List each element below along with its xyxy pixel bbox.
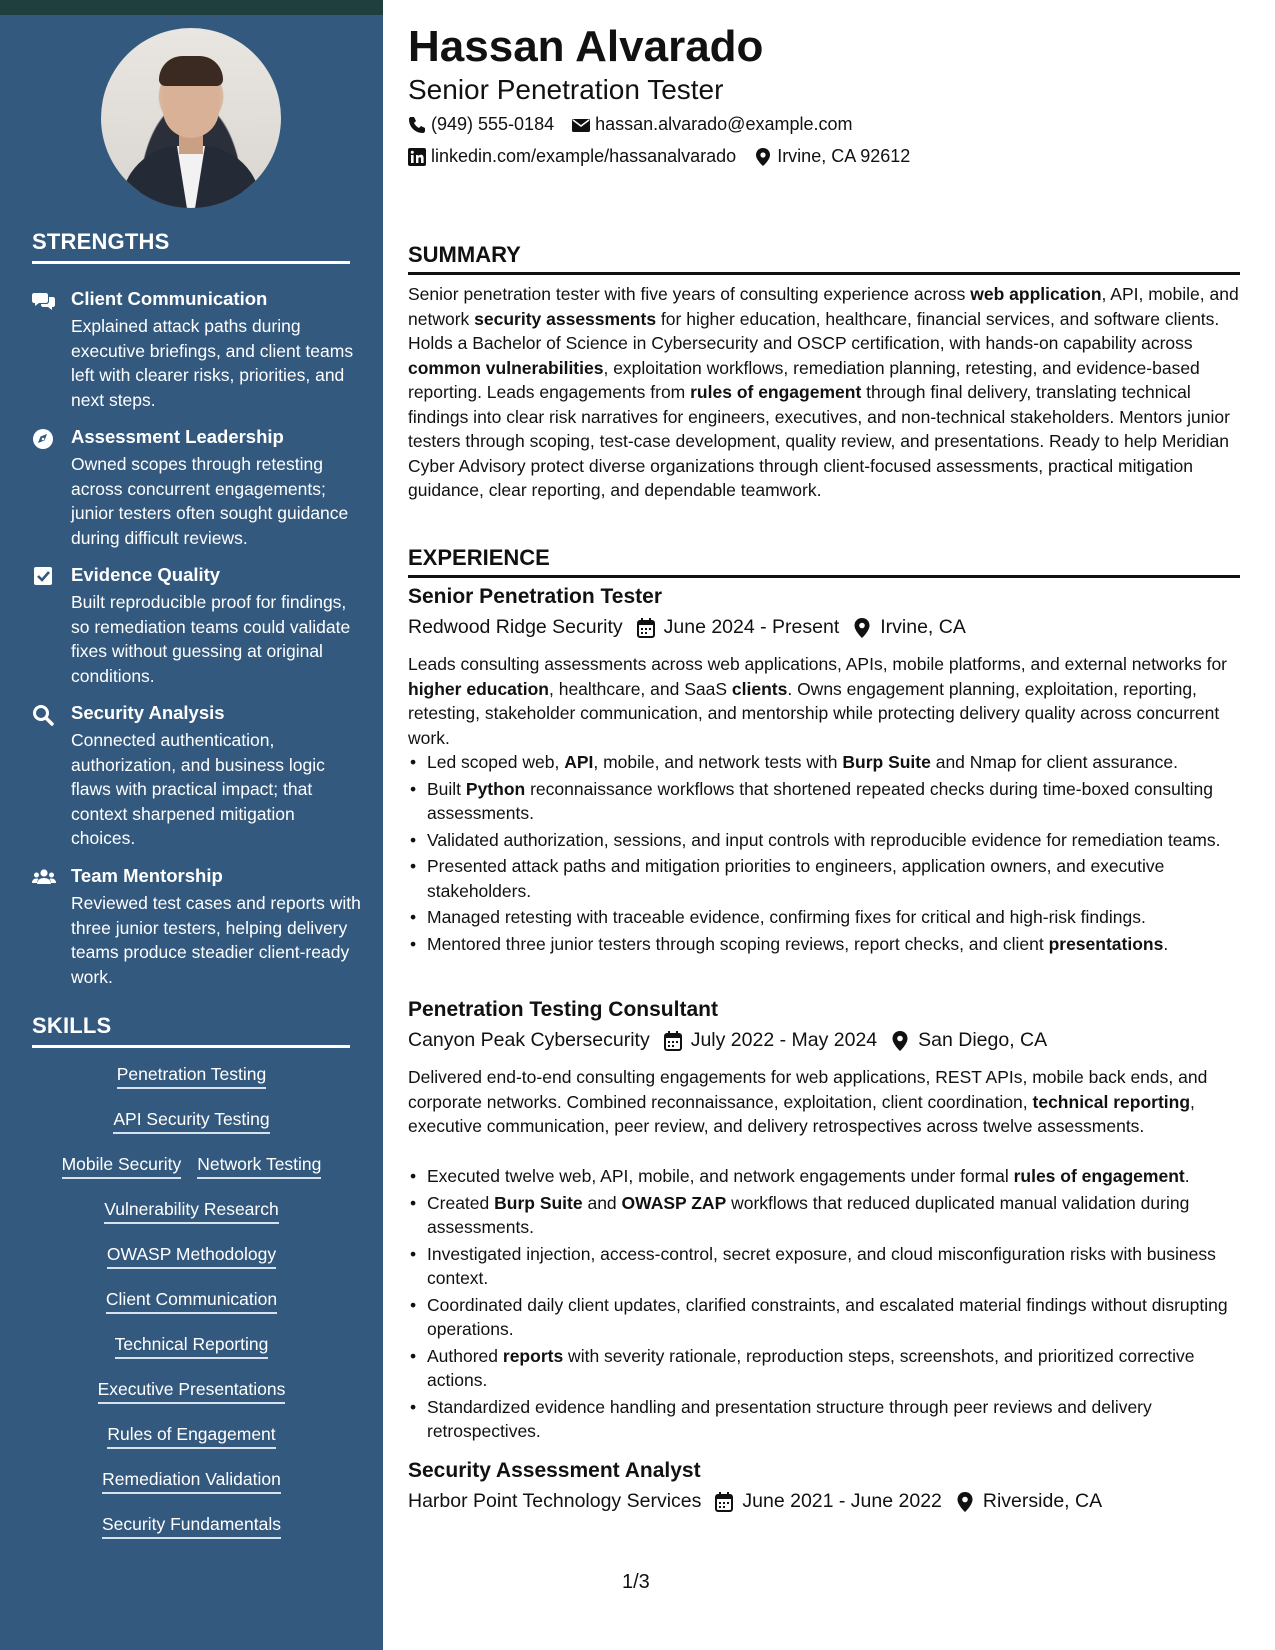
- strength-title: Security Analysis: [71, 702, 225, 723]
- skill-tag-row: [0, 1154, 383, 1179]
- job-bullets: [408, 750, 1240, 958]
- list-item: • Coordinated daily client updates, clarified constraints, and escalated material findings without disrupting operations.: [408, 1293, 1240, 1342]
- location-pin-icon: [853, 618, 871, 638]
- list-item: • Standardized evidence handling and presentation structure through peer reviews and delivery retrospectives.: [408, 1395, 1240, 1444]
- phone-icon: [408, 116, 426, 134]
- strength-description: Explained attack paths during executive briefings, and client teams left with clearer risks, priorities, and next steps.: [71, 316, 354, 410]
- profile-photo: [101, 28, 281, 208]
- linkedin-link[interactable]: linkedin.com/example/hassanalvarado: [431, 146, 737, 166]
- users-icon: [32, 867, 56, 889]
- phone-number[interactable]: (949) 555-0184: [431, 114, 555, 134]
- job-dates: June 2021 - June 2022: [742, 1490, 942, 1512]
- compass-icon: [32, 428, 56, 450]
- company-name: Canyon Peak Cybersecurity: [408, 1029, 650, 1051]
- calendar-icon: [637, 618, 655, 638]
- job-title: Penetration Testing Consultant: [408, 998, 718, 1021]
- calendar-icon: [715, 1492, 733, 1512]
- job-meta: [408, 1029, 1047, 1052]
- skill-tag: Mobile Security: [62, 1154, 182, 1179]
- location-pin-icon: [754, 148, 772, 166]
- list-item: • Validated authorization, sessions, and input controls with reproducible evidence for remediation teams.: [408, 828, 1240, 853]
- location-pin-icon: [891, 1031, 909, 1051]
- chat-bubbles-icon: [32, 290, 56, 312]
- candidate-name: Hassan Alvarado: [408, 22, 764, 71]
- job-bullets: [408, 1164, 1240, 1446]
- strengths-heading: STRENGTHS: [32, 229, 350, 264]
- skill-tag: Rules of Engagement: [0, 1424, 383, 1449]
- list-item: • Investigated injection, access-control, secret exposure, and cloud misconfiguration risks with business context.: [408, 1242, 1240, 1291]
- contact-row-2: [408, 146, 910, 167]
- strength-title: Team Mentorship: [71, 865, 223, 886]
- sidebar: [0, 0, 383, 1650]
- candidate-title: Senior Penetration Tester: [408, 74, 724, 105]
- skill-tag: Client Communication: [0, 1289, 383, 1314]
- skill-tag: Remediation Validation: [0, 1469, 383, 1494]
- job-description: Delivered end-to-end consulting engagements for web applications, REST APIs, mobile back ends, and corporate networks. Combined reconnaissance, exploitation, client coordination, technical reporting, executive communication, peer review, and delivery retrospectives across twelve assessments.: [408, 1067, 1208, 1136]
- summary-heading: SUMMARY: [408, 242, 1240, 275]
- company-name: Redwood Ridge Security: [408, 616, 623, 638]
- skill-tag: API Security Testing: [0, 1109, 383, 1134]
- list-item: • Executed twelve web, API, mobile, and network engagements under formal rules of engagement.: [408, 1164, 1240, 1189]
- strength-title: Assessment Leadership: [71, 426, 284, 447]
- strength-title: Client Communication: [71, 288, 268, 309]
- contact-row-1: [408, 114, 853, 135]
- experience-heading: EXPERIENCE: [408, 545, 1240, 578]
- skill-tag: Security Fundamentals: [0, 1514, 383, 1539]
- list-item: • Led scoped web, API, mobile, and network tests with Burp Suite and Nmap for client assurance.: [408, 750, 1240, 775]
- skill-tag: Executive Presentations: [0, 1379, 383, 1404]
- calendar-icon: [664, 1031, 682, 1051]
- job-meta: [408, 616, 966, 639]
- envelope-icon: [572, 116, 590, 134]
- job-description: Leads consulting assessments across web applications, APIs, mobile platforms, and external networks for higher education, healthcare, and SaaS clients. Owns engagement planning, exploitation, reporting, retesting, stakeholder communication, and mentorship while protecting delivery quality across concurrent work.: [408, 654, 1228, 748]
- skill-tag: Technical Reporting: [0, 1334, 383, 1359]
- job-dates: June 2024 - Present: [663, 616, 840, 638]
- list-item: • Presented attack paths and mitigation priorities to engineers, application owners, and executive stakeholders.: [408, 854, 1240, 903]
- location-pin-icon: [956, 1492, 974, 1512]
- list-item: • Managed retesting with traceable evidence, confirming fixes for critical and high-risk findings.: [408, 905, 1240, 930]
- job-location: San Diego, CA: [918, 1029, 1048, 1051]
- job-location: Riverside, CA: [982, 1490, 1103, 1512]
- strength-title: Evidence Quality: [71, 564, 221, 585]
- linkedin-icon: [408, 148, 426, 166]
- job-location: Irvine, CA: [880, 616, 966, 638]
- list-item: • Created Burp Suite and OWASP ZAP workflows that reduced duplicated manual validation during assessments.: [408, 1191, 1240, 1240]
- strength-description: Owned scopes through retesting across concurrent engagements; junior testers often sought guidance during difficult reviews.: [71, 454, 349, 548]
- skill-tag: OWASP Methodology: [0, 1244, 383, 1269]
- skill-tag: Network Testing: [197, 1154, 321, 1179]
- search-icon: [32, 704, 56, 726]
- list-item: • Built Python reconnaissance workflows that shortened repeated checks during time-boxed consulting assessments.: [408, 777, 1240, 826]
- job-dates: July 2022 - May 2024: [690, 1029, 878, 1051]
- job-meta: [408, 1490, 1102, 1513]
- sidebar-top-bar: [0, 0, 383, 15]
- job-title: Senior Penetration Tester: [408, 585, 663, 608]
- skill-tag: Penetration Testing: [0, 1064, 383, 1089]
- list-item: • Authored reports with severity rationale, reproduction steps, screenshots, and prioritized corrective actions.: [408, 1344, 1240, 1393]
- strength-description: Reviewed test cases and reports with three junior testers, helping delivery teams produce steadier client-ready work.: [71, 893, 361, 987]
- company-name: Harbor Point Technology Services: [408, 1490, 702, 1512]
- location: Irvine, CA 92612: [777, 146, 911, 166]
- skill-tag: Vulnerability Research: [0, 1199, 383, 1224]
- email-link[interactable]: hassan.alvarado@example.com: [595, 114, 853, 134]
- checkbox-icon: [32, 566, 56, 588]
- page-number: 1/3: [622, 1571, 650, 1593]
- summary-text: Senior penetration tester with five years of consulting experience across web application, API, mobile, and network security assessments for higher education, healthcare, financial services, and software clients. Holds a Bachelor of Science in Cybersecurity and OSCP certification, with hands-on capability across common vulnerabilities, exploitation workflows, remediation planning, retesting, and evidence-based reporting. Leads engagements from rules of engagement through final delivery, translating technical findings into clear risk narratives for engineers, executives, and non-technical stakeholders. Mentors junior testers through scoping, test-case development, quality review, and presentations. Ready to help Meridian Cyber Advisory protect diverse organizations through client-focused assessments, practical mitigation guidance, clear reporting, and dependable teamwork.: [408, 284, 1239, 500]
- strength-description: Connected authentication, authorization, and business logic flaws with practical impact; that context sharpened mitigation choices.: [71, 730, 325, 848]
- strength-description: Built reproducible proof for findings, so remediation teams could validate fixes without guessing at original conditions.: [71, 592, 351, 686]
- job-title: Security Assessment Analyst: [408, 1459, 701, 1482]
- list-item: • Mentored three junior testers through scoping reviews, report checks, and client presentations.: [408, 932, 1240, 957]
- skills-heading: SKILLS: [32, 1013, 350, 1048]
